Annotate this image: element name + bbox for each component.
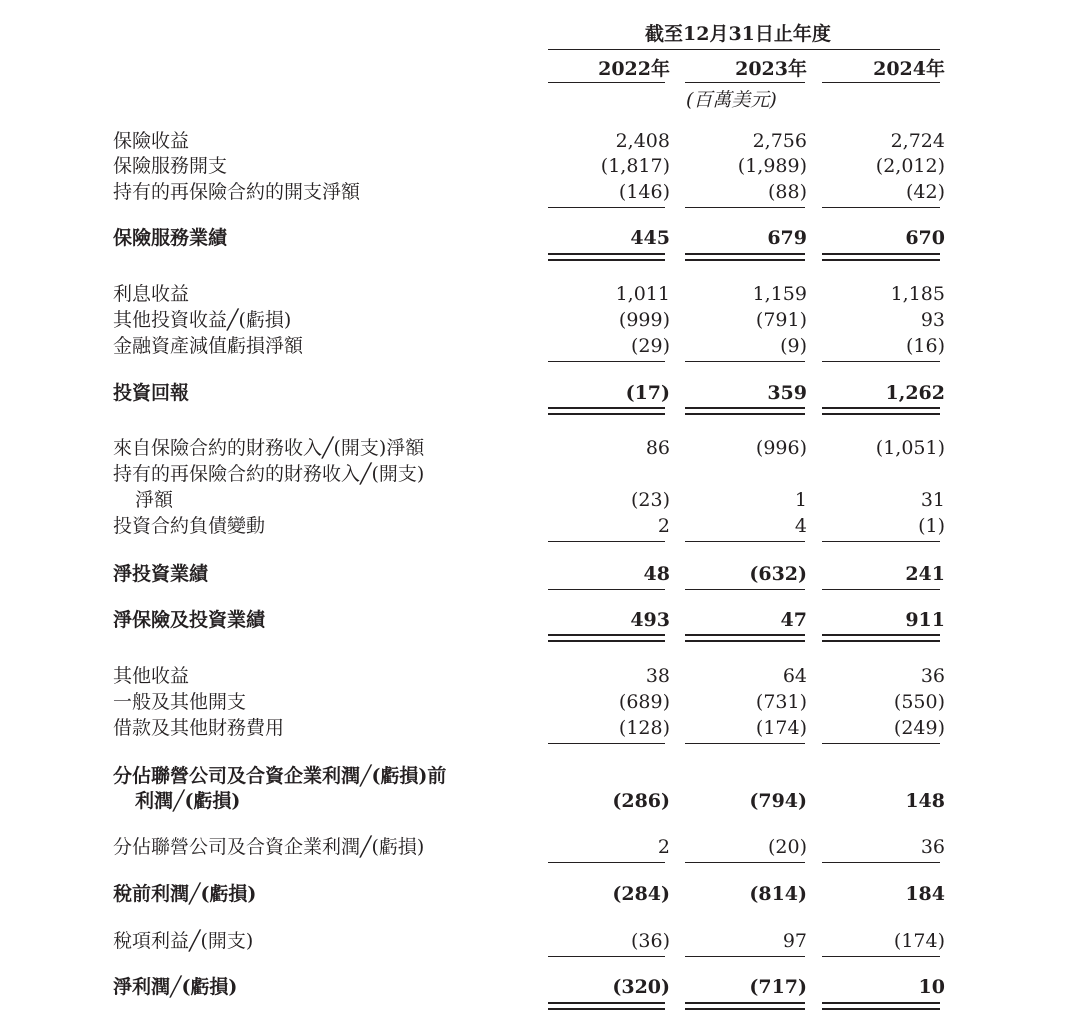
cell-2022: 86: [645, 437, 670, 459]
row-label: 稅項利益╱(開支): [113, 930, 254, 952]
row-label: 投資合約負債變動: [113, 515, 266, 537]
cell-2024: 36: [920, 836, 945, 858]
row-label-bold: 分佔聯營公司及合資企業利潤╱(虧損)前: [113, 765, 447, 787]
cell-2023: 359: [767, 382, 807, 404]
row-label: 持有的再保險合約的財務收入╱(開支): [113, 463, 425, 485]
subtotal-rule: [685, 589, 805, 590]
year-rule-2024: [822, 82, 940, 83]
cell-2023: 4: [794, 515, 807, 537]
row-label-bold: 淨利潤╱(虧損): [113, 976, 238, 998]
cell-2023: 1: [794, 489, 807, 511]
total-rule: [822, 259, 940, 261]
cell-2024: (174): [893, 930, 945, 952]
unit-label: (百萬美元): [686, 89, 777, 111]
total-rule: [822, 634, 940, 636]
subtotal-rule: [548, 589, 665, 590]
cell-2023: 679: [767, 227, 807, 249]
cell-2024: 2,724: [890, 130, 945, 152]
total-rule: [685, 407, 805, 409]
cell-2023: (1,989): [737, 155, 807, 177]
cell-2024: (550): [893, 691, 945, 713]
total-rule: [822, 253, 940, 255]
row-label: 保險收益: [113, 130, 190, 152]
total-rule: [822, 640, 940, 642]
cell-2023: (9): [780, 335, 807, 357]
cell-2024: (16): [905, 335, 945, 357]
cell-2024: (1): [918, 515, 945, 537]
total-rule: [685, 634, 805, 636]
cell-2022: 38: [645, 665, 670, 687]
subtotal-rule: [548, 361, 665, 362]
total-rule: [685, 259, 805, 261]
total-rule: [548, 413, 665, 415]
subtotal-rule: [685, 541, 805, 542]
cell-2022: (23): [630, 489, 670, 511]
subtotal-rule: [822, 207, 940, 208]
cell-2023: (794): [749, 790, 807, 812]
year-rule-2022: [548, 82, 665, 83]
subtotal-rule: [822, 541, 940, 542]
cell-2023: 64: [782, 665, 807, 687]
cell-2023: (791): [755, 309, 807, 331]
subtotal-rule: [685, 862, 805, 863]
cell-2024: (2,012): [875, 155, 945, 177]
cell-2022: 445: [630, 227, 670, 249]
row-label: 其他投資收益╱(虧損): [113, 309, 292, 331]
period-header: 截至12月31日止年度: [645, 23, 831, 45]
cell-2023: (632): [749, 563, 807, 585]
cell-2022: 2,408: [615, 130, 670, 152]
row-label: 其他收益: [113, 665, 190, 687]
total-rule: [685, 1008, 805, 1010]
cell-2024: 36: [920, 665, 945, 687]
row-label-bold: 稅前利潤╱(虧損): [113, 883, 257, 905]
total-rule: [822, 407, 940, 409]
row-label: 利息收益: [113, 283, 190, 305]
cell-2022: (999): [618, 309, 670, 331]
cell-2022: 48: [643, 563, 670, 585]
total-rule: [548, 407, 665, 409]
row-label: 持有的再保險合約的開支淨額: [113, 181, 361, 203]
cell-2022: (689): [618, 691, 670, 713]
total-rule: [685, 1002, 805, 1004]
cell-2023: 47: [780, 609, 807, 631]
row-label-bold: 淨保險及投資業績: [113, 609, 266, 631]
total-rule: [548, 640, 665, 642]
row-label-bold: 投資回報: [113, 382, 190, 404]
cell-2024: 241: [905, 563, 945, 585]
cell-2023: (20): [767, 836, 807, 858]
cell-2023: (717): [749, 976, 807, 998]
subtotal-rule: [685, 743, 805, 744]
cell-2024: 31: [920, 489, 945, 511]
total-rule: [548, 1008, 665, 1010]
cell-2024: (1,051): [875, 437, 945, 459]
row-label: 保險服務開支: [113, 155, 228, 177]
subtotal-rule: [548, 207, 665, 208]
cell-2023: (731): [755, 691, 807, 713]
cell-2024: 1,185: [890, 283, 945, 305]
cell-2024: 10: [918, 976, 945, 998]
total-rule: [822, 1002, 940, 1004]
row-label: 一般及其他開支: [113, 691, 247, 713]
cell-2023: (88): [767, 181, 807, 203]
total-rule: [548, 253, 665, 255]
cell-2024: 93: [920, 309, 945, 331]
cell-2023: (996): [755, 437, 807, 459]
cell-2024: 148: [905, 790, 945, 812]
total-rule: [822, 1008, 940, 1010]
cell-2023: 1,159: [752, 283, 807, 305]
cell-2022: 493: [630, 609, 670, 631]
row-label-bold: 保險服務業績: [113, 227, 228, 249]
cell-2022: (36): [630, 930, 670, 952]
subtotal-rule: [548, 541, 665, 542]
row-label: 分佔聯營公司及合資企業利潤╱(虧損): [113, 836, 425, 858]
cell-2022: (128): [618, 717, 670, 739]
cell-2023: (174): [755, 717, 807, 739]
total-rule: [685, 253, 805, 255]
year-2023-header: 2023年: [735, 58, 807, 80]
cell-2022: (320): [612, 976, 670, 998]
total-rule: [548, 259, 665, 261]
subtotal-rule: [548, 956, 665, 957]
total-rule: [822, 413, 940, 415]
cell-2022: 1,011: [615, 283, 670, 305]
year-rule-2023: [685, 82, 805, 83]
cell-2022: (146): [618, 181, 670, 203]
row-label: 來自保險合約的財務收入╱(開支)淨額: [113, 437, 425, 459]
subtotal-rule: [822, 589, 940, 590]
subtotal-rule: [548, 743, 665, 744]
cell-2024: 1,262: [885, 382, 945, 404]
cell-2024: 911: [905, 609, 945, 631]
cell-2022: 2: [657, 515, 670, 537]
cell-2023: (814): [749, 883, 807, 905]
year-2024-header: 2024年: [873, 58, 945, 80]
cell-2024: (42): [905, 181, 945, 203]
subtotal-rule: [822, 862, 940, 863]
cell-2022: (29): [630, 335, 670, 357]
cell-2022: 2: [657, 836, 670, 858]
subtotal-rule: [685, 207, 805, 208]
cell-2022: (17): [625, 382, 670, 404]
cell-2023: 97: [782, 930, 807, 952]
subtotal-rule: [822, 361, 940, 362]
cell-2023: 2,756: [752, 130, 807, 152]
total-rule: [548, 634, 665, 636]
row-label: 金融資產減值虧損淨額: [113, 335, 304, 357]
row-label-continued: 淨額: [135, 489, 174, 511]
cell-2022: (286): [612, 790, 670, 812]
cell-2022: (284): [612, 883, 670, 905]
subtotal-rule: [548, 862, 665, 863]
total-rule: [548, 1002, 665, 1004]
cell-2024: 184: [905, 883, 945, 905]
cell-2024: (249): [893, 717, 945, 739]
row-label: 借款及其他財務費用: [113, 717, 285, 739]
subtotal-rule: [822, 956, 940, 957]
subtotal-rule: [822, 743, 940, 744]
total-rule: [685, 640, 805, 642]
header-rule: [548, 49, 940, 50]
row-label-bold: 淨投資業績: [113, 563, 209, 585]
subtotal-rule: [685, 956, 805, 957]
row-label-continued: 利潤╱(虧損): [135, 790, 241, 812]
year-2022-header: 2022年: [598, 58, 670, 80]
cell-2022: (1,817): [600, 155, 670, 177]
subtotal-rule: [685, 361, 805, 362]
cell-2024: 670: [905, 227, 945, 249]
total-rule: [685, 413, 805, 415]
